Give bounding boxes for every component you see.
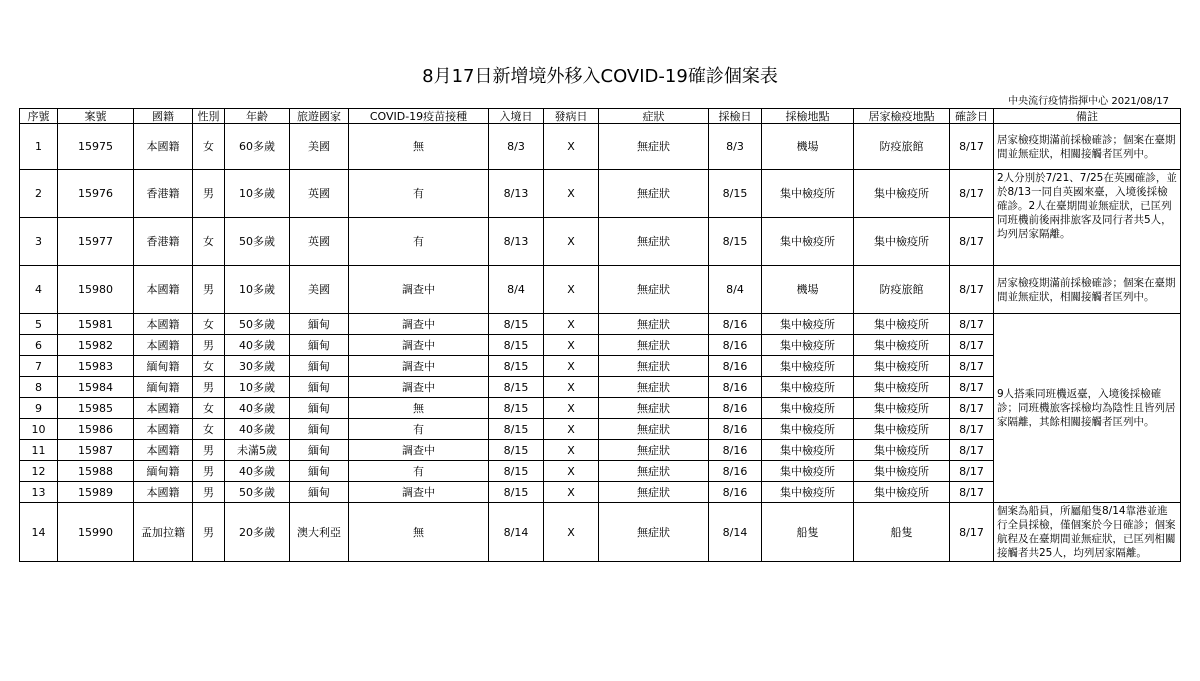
table-cell: 20多歲 xyxy=(225,503,290,562)
table-cell: 緬甸 xyxy=(290,440,349,461)
table-cell: 40多歲 xyxy=(225,419,290,440)
table-cell: 集中檢疫所 xyxy=(762,419,854,440)
remark-cell: 2人分別於7/21、7/25在英國確診，並於8/13一同自英國來臺，入境後採檢確診。2人在臺期間並無症狀，已匡列同班機前後兩排旅客及同行者共5人，均列居家隔離。 xyxy=(994,170,1181,266)
table-cell: 15988 xyxy=(58,461,134,482)
table-row xyxy=(20,503,1181,562)
table-cell: 無症狀 xyxy=(599,356,709,377)
table-cell: X xyxy=(544,503,599,562)
case-table xyxy=(19,108,1181,562)
table-cell: 11 xyxy=(20,440,58,461)
table-cell: 無症狀 xyxy=(599,440,709,461)
table-row xyxy=(20,124,1181,170)
table-cell: 集中檢疫所 xyxy=(762,356,854,377)
table-cell: 無症狀 xyxy=(599,218,709,266)
table-cell: 無症狀 xyxy=(599,419,709,440)
table-cell: 男 xyxy=(193,170,225,218)
header-row xyxy=(20,109,1181,124)
table-cell: 集中檢疫所 xyxy=(854,440,950,461)
table-cell: 10多歲 xyxy=(225,170,290,218)
table-cell: X xyxy=(544,314,599,335)
table-cell: 5 xyxy=(20,314,58,335)
table-cell: 緬甸籍 xyxy=(134,377,193,398)
table-cell: 機場 xyxy=(762,124,854,170)
table-cell: 8/17 xyxy=(950,266,994,314)
table-cell: 30多歲 xyxy=(225,356,290,377)
table-cell: 15989 xyxy=(58,482,134,503)
table-cell: 15983 xyxy=(58,356,134,377)
table-cell: 15977 xyxy=(58,218,134,266)
table-cell: 8/16 xyxy=(709,482,762,503)
table-cell: 集中檢疫所 xyxy=(854,335,950,356)
table-cell: 女 xyxy=(193,419,225,440)
table-cell: 集中檢疫所 xyxy=(854,170,950,218)
table-cell: 8/16 xyxy=(709,440,762,461)
table-cell: 無症狀 xyxy=(599,124,709,170)
table-cell: 集中檢疫所 xyxy=(854,482,950,503)
table-cell: 船隻 xyxy=(762,503,854,562)
remark-cell: 9人搭乘同班機返臺，入境後採檢確診；同班機旅客採檢均為陰性且皆列居家隔離，其餘相關接觸者匡列中。 xyxy=(994,314,1181,503)
column-header: 確診日 xyxy=(950,109,994,124)
table-cell: 香港籍 xyxy=(134,218,193,266)
table-cell: 有 xyxy=(349,170,489,218)
table-cell: 緬甸 xyxy=(290,461,349,482)
table-cell: 緬甸籍 xyxy=(134,356,193,377)
table-cell: 8/4 xyxy=(489,266,544,314)
table-cell: 50多歲 xyxy=(225,314,290,335)
table-cell: 有 xyxy=(349,461,489,482)
column-header: 居家檢疫地點 xyxy=(854,109,950,124)
table-cell: 8/15 xyxy=(489,314,544,335)
table-cell: 女 xyxy=(193,356,225,377)
table-cell: 集中檢疫所 xyxy=(762,440,854,461)
table-cell: 集中檢疫所 xyxy=(762,218,854,266)
table-cell: 7 xyxy=(20,356,58,377)
table-cell: 2 xyxy=(20,170,58,218)
table-cell: 無症狀 xyxy=(599,170,709,218)
table-cell: 8/16 xyxy=(709,398,762,419)
table-cell: 15980 xyxy=(58,266,134,314)
table-cell: 15984 xyxy=(58,377,134,398)
table-cell: 8/15 xyxy=(489,440,544,461)
remark-cell: 居家檢疫期滿前採檢確診；個案在臺期間並無症狀，相關接觸者匡列中。 xyxy=(994,124,1181,170)
table-cell: 8/17 xyxy=(950,218,994,266)
table-cell: 無症狀 xyxy=(599,377,709,398)
table-cell: 60多歲 xyxy=(225,124,290,170)
column-header: COVID-19疫苗接種 xyxy=(349,109,489,124)
table-cell: 50多歲 xyxy=(225,218,290,266)
table-cell: 緬甸 xyxy=(290,314,349,335)
table-cell: 8/16 xyxy=(709,419,762,440)
table-cell: 本國籍 xyxy=(134,266,193,314)
table-cell: 40多歲 xyxy=(225,398,290,419)
table-cell: 8/3 xyxy=(489,124,544,170)
table-cell: 男 xyxy=(193,266,225,314)
table-row xyxy=(20,266,1181,314)
table-cell: X xyxy=(544,124,599,170)
table-cell: 8/16 xyxy=(709,356,762,377)
table-cell: 緬甸籍 xyxy=(134,461,193,482)
column-header: 年齡 xyxy=(225,109,290,124)
table-cell: 8/17 xyxy=(950,124,994,170)
page-title: 8月17日新增境外移入COVID-19確診個案表 xyxy=(422,66,778,87)
table-cell: 無症狀 xyxy=(599,461,709,482)
table-cell: 15975 xyxy=(58,124,134,170)
table-cell: 集中檢疫所 xyxy=(762,398,854,419)
table-cell: 無症狀 xyxy=(599,314,709,335)
table-cell: 英國 xyxy=(290,218,349,266)
table-cell: 15986 xyxy=(58,419,134,440)
table-cell: 集中檢疫所 xyxy=(854,356,950,377)
table-cell: 有 xyxy=(349,419,489,440)
table-cell: 男 xyxy=(193,377,225,398)
table-cell: 15990 xyxy=(58,503,134,562)
table-cell: 緬甸 xyxy=(290,335,349,356)
table-cell: 8/15 xyxy=(489,419,544,440)
table-cell: 本國籍 xyxy=(134,124,193,170)
table-cell: 船隻 xyxy=(854,503,950,562)
table-cell: 8/13 xyxy=(489,170,544,218)
table-cell: 本國籍 xyxy=(134,482,193,503)
table-cell: 8/17 xyxy=(950,377,994,398)
table-cell: 15985 xyxy=(58,398,134,419)
table-cell: 集中檢疫所 xyxy=(854,314,950,335)
table-cell: 調查中 xyxy=(349,377,489,398)
table-cell: 緬甸 xyxy=(290,419,349,440)
table-cell: 13 xyxy=(20,482,58,503)
table-cell: 香港籍 xyxy=(134,170,193,218)
table-cell: 無 xyxy=(349,124,489,170)
table-cell: 本國籍 xyxy=(134,314,193,335)
table-cell: 8/3 xyxy=(709,124,762,170)
table-cell: 無症狀 xyxy=(599,482,709,503)
table-cell: 本國籍 xyxy=(134,335,193,356)
column-header: 案號 xyxy=(58,109,134,124)
table-cell: 緬甸 xyxy=(290,398,349,419)
table-cell: 15987 xyxy=(58,440,134,461)
table-row xyxy=(20,314,1181,335)
column-header: 採檢地點 xyxy=(762,109,854,124)
remark-cell: 居家檢疫期滿前採檢確診；個案在臺期間並無症狀，相關接觸者匡列中。 xyxy=(994,266,1181,314)
table-cell: 15981 xyxy=(58,314,134,335)
table-cell: 40多歲 xyxy=(225,335,290,356)
table-cell: 美國 xyxy=(290,124,349,170)
table-cell: 男 xyxy=(193,461,225,482)
table-cell: 無 xyxy=(349,503,489,562)
table-cell: 40多歲 xyxy=(225,461,290,482)
column-header: 國籍 xyxy=(134,109,193,124)
column-header: 備註 xyxy=(994,109,1181,124)
table-cell: 8/16 xyxy=(709,335,762,356)
column-header: 症狀 xyxy=(599,109,709,124)
table-cell: 調查中 xyxy=(349,266,489,314)
table-cell: 8/16 xyxy=(709,461,762,482)
table-row xyxy=(20,170,1181,218)
table-cell: 8/13 xyxy=(489,218,544,266)
table-cell: 8/17 xyxy=(950,398,994,419)
column-header: 發病日 xyxy=(544,109,599,124)
table-cell: 集中檢疫所 xyxy=(854,398,950,419)
table-cell: 8/4 xyxy=(709,266,762,314)
column-header: 入境日 xyxy=(489,109,544,124)
table-cell: 8/15 xyxy=(709,218,762,266)
remark-cell: 個案為船員，所屬船隻8/14靠港並進行全員採檢，僅個案於今日確診；個案航程及在臺期間並無症狀，已匡列相關接觸者共25人，均列居家隔離。 xyxy=(994,503,1181,562)
table-cell: X xyxy=(544,377,599,398)
table-cell: 無症狀 xyxy=(599,266,709,314)
table-cell: 8/15 xyxy=(489,335,544,356)
table-cell: 調查中 xyxy=(349,335,489,356)
table-cell: 防疫旅館 xyxy=(854,266,950,314)
table-cell: 男 xyxy=(193,440,225,461)
table-cell: 美國 xyxy=(290,266,349,314)
table-cell: X xyxy=(544,398,599,419)
table-cell: X xyxy=(544,419,599,440)
table-cell: 1 xyxy=(20,124,58,170)
table-cell: 10 xyxy=(20,419,58,440)
table-cell: 調查中 xyxy=(349,482,489,503)
table-cell: 8/15 xyxy=(489,398,544,419)
table-cell: 8/15 xyxy=(709,170,762,218)
table-cell: 有 xyxy=(349,218,489,266)
table-cell: 集中檢疫所 xyxy=(762,482,854,503)
table-cell: 女 xyxy=(193,314,225,335)
table-cell: 8/14 xyxy=(489,503,544,562)
table-cell: 6 xyxy=(20,335,58,356)
table-cell: 無症狀 xyxy=(599,398,709,419)
table-cell: 15976 xyxy=(58,170,134,218)
table-cell: 8/15 xyxy=(489,482,544,503)
table-cell: 孟加拉籍 xyxy=(134,503,193,562)
table-cell: 3 xyxy=(20,218,58,266)
table-cell: 本國籍 xyxy=(134,440,193,461)
table-cell: 8/17 xyxy=(950,314,994,335)
table-cell: 8/17 xyxy=(950,335,994,356)
column-header: 採檢日 xyxy=(709,109,762,124)
table-cell: 無症狀 xyxy=(599,503,709,562)
table-cell: 8 xyxy=(20,377,58,398)
table-cell: 女 xyxy=(193,398,225,419)
table-cell: X xyxy=(544,218,599,266)
table-cell: 50多歲 xyxy=(225,482,290,503)
table-cell: 緬甸 xyxy=(290,482,349,503)
table-cell: 男 xyxy=(193,482,225,503)
table-cell: 澳大利亞 xyxy=(290,503,349,562)
table-cell: 8/17 xyxy=(950,482,994,503)
table-cell: 15982 xyxy=(58,335,134,356)
table-cell: 無症狀 xyxy=(599,335,709,356)
table-cell: 調查中 xyxy=(349,440,489,461)
table-cell: 集中檢疫所 xyxy=(762,314,854,335)
table-cell: X xyxy=(544,461,599,482)
table-cell: 14 xyxy=(20,503,58,562)
column-header: 性別 xyxy=(193,109,225,124)
table-cell: 8/15 xyxy=(489,377,544,398)
table-cell: 女 xyxy=(193,218,225,266)
table-cell: 調查中 xyxy=(349,314,489,335)
table-cell: 調查中 xyxy=(349,356,489,377)
table-cell: 8/15 xyxy=(489,356,544,377)
table-cell: X xyxy=(544,335,599,356)
column-header: 旅遊國家 xyxy=(290,109,349,124)
table-cell: 集中檢疫所 xyxy=(854,419,950,440)
table-cell: 4 xyxy=(20,266,58,314)
table-cell: X xyxy=(544,266,599,314)
table-cell: 本國籍 xyxy=(134,398,193,419)
table-cell: 8/16 xyxy=(709,314,762,335)
table-cell: X xyxy=(544,482,599,503)
table-cell: 集中檢疫所 xyxy=(854,218,950,266)
table-cell: 10多歲 xyxy=(225,266,290,314)
table-cell: X xyxy=(544,356,599,377)
table-cell: 8/17 xyxy=(950,170,994,218)
table-cell: 8/17 xyxy=(950,419,994,440)
table-cell: 女 xyxy=(193,124,225,170)
table-cell: 8/15 xyxy=(489,461,544,482)
table-cell: 8/17 xyxy=(950,503,994,562)
table-cell: 本國籍 xyxy=(134,419,193,440)
column-header: 序號 xyxy=(20,109,58,124)
table-cell: 集中檢疫所 xyxy=(854,461,950,482)
source-date: 中央流行疫情指揮中心 2021/08/17 xyxy=(1008,96,1169,107)
table-cell: 8/17 xyxy=(950,440,994,461)
table-cell: 英國 xyxy=(290,170,349,218)
table-cell: X xyxy=(544,170,599,218)
table-cell: 10多歲 xyxy=(225,377,290,398)
table-cell: 9 xyxy=(20,398,58,419)
table-cell: 集中檢疫所 xyxy=(854,377,950,398)
table-cell: 機場 xyxy=(762,266,854,314)
table-cell: 緬甸 xyxy=(290,356,349,377)
table-cell: 男 xyxy=(193,503,225,562)
table-cell: 男 xyxy=(193,335,225,356)
table-cell: 未滿5歲 xyxy=(225,440,290,461)
table-cell: 防疫旅館 xyxy=(854,124,950,170)
table-cell: 集中檢疫所 xyxy=(762,170,854,218)
table-cell: 集中檢疫所 xyxy=(762,335,854,356)
table-cell: 集中檢疫所 xyxy=(762,461,854,482)
table-cell: X xyxy=(544,440,599,461)
table-cell: 12 xyxy=(20,461,58,482)
table-cell: 集中檢疫所 xyxy=(762,377,854,398)
table-cell: 8/16 xyxy=(709,377,762,398)
table-cell: 緬甸 xyxy=(290,377,349,398)
table-cell: 無 xyxy=(349,398,489,419)
table-cell: 8/14 xyxy=(709,503,762,562)
table-cell: 8/17 xyxy=(950,356,994,377)
table-cell: 8/17 xyxy=(950,461,994,482)
